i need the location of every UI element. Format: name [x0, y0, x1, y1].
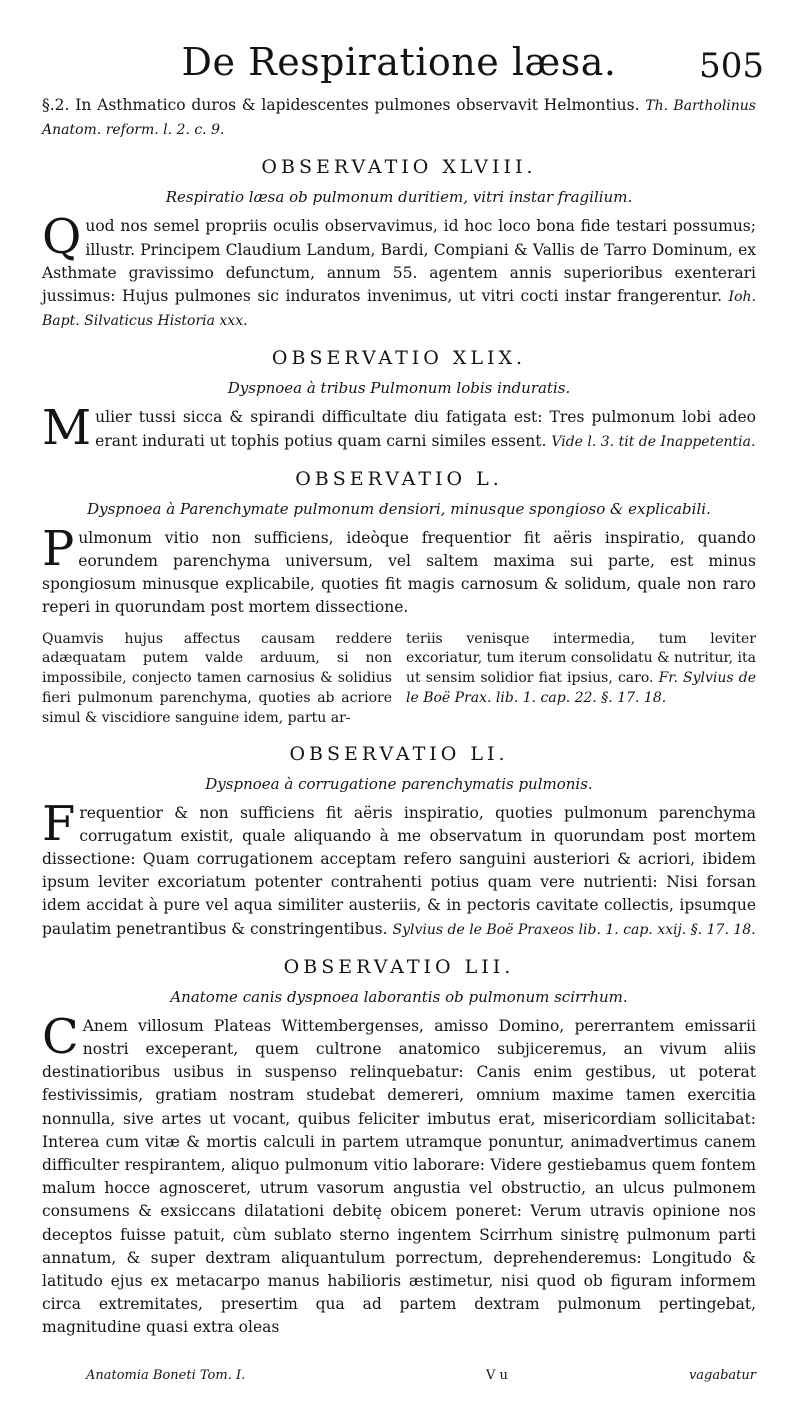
observation-48-title: OBSERVATIO XLVIII. — [261, 156, 537, 179]
right-column-text: teriis venisque intermedia, tum leviter excoriatur, tum iterum consolidatu & nutritur, ita ut sensim solidior fiat ipsius, caro. — [406, 630, 756, 687]
observation-51-title: OBSERVATIO LI. — [289, 742, 509, 765]
observation-49-body — [42, 400, 756, 457]
observation-50-subtitle: Dyspnoea à Parenchymate pulmonum densiori, minusque spongioso & explicabili. — [87, 499, 711, 518]
observation-48-text: uod nos semel propriis oculis observavimus, id hoc loco bona fide testari possumus; illustr. Principem Claudium Landum, Bardi, Compiani & Vallis de Tarro Dominum, ex Asthmate gravissimo defunctum, annum 55. agentem annis superioribus exenterari jussimus: Hujus pulmones sic induratos invenimus, ut vitri cocti instar frangerentur. — [42, 217, 756, 306]
running-title: De Respiratione læsa. — [181, 40, 617, 84]
observation-50-body — [42, 520, 756, 620]
right-column-citation: Fr. Sylvius de le Boë Prax. lib. 1. cap. 22. §. 17. 18. — [406, 670, 756, 707]
observation-49-citation: Vide l. 3. tit de Inappetentia. — [551, 433, 756, 450]
catchword: vagabatur — [688, 1368, 756, 1383]
intro-paragraph — [42, 94, 756, 142]
observation-52-body — [42, 1008, 756, 1340]
page-header — [42, 36, 764, 94]
observation-49-subtitle: Dyspnoea à tribus Pulmonum lobis induratis. — [227, 379, 571, 398]
intro-text: §.2. In Asthmatico duros & lapidescentes pulmones observavit Helmontius. — [42, 96, 640, 114]
observation-51-subtitle: Dyspnoea à corrugatione parenchymatis pulmonis. — [205, 774, 593, 793]
observation-48-subtitle: Respiratio læsa ob pulmonum duritiem, vitri instar fragilium. — [165, 188, 633, 207]
intro-citation: Th. Bartholinus Anatom. reform. l. 2. c. 9. — [42, 98, 756, 139]
right-column — [406, 630, 756, 729]
observation-50-title: OBSERVATIO L. — [295, 467, 503, 490]
dropcap: C — [42, 1008, 79, 1065]
dropcap: M — [42, 400, 92, 457]
observation-49-title: OBSERVATIO XLIX. — [271, 347, 527, 370]
page-number: 505 — [699, 46, 764, 86]
observation-52-title: OBSERVATIO LII. — [283, 955, 515, 978]
dropcap: Q — [42, 209, 82, 266]
two-column-block — [42, 630, 756, 729]
observation-52-text: Anem villosum Plateas Wittembergenses, amisso Domino, pererrantem emissarii nostri exceperant, quem cultrone anatomico subjiceremus, an vivum aliis destinatioribus usibus in suspenso relinquebatur: Canis enim gestibus, ut poterat festivissimis, gratiam nostram studebat demereri, omnium maxime tamen exercitia nonnulla, sive artes ut vocant, quibus feliciter imbutus erat, misericordiam sollicitabat: Interea cum vitæ & mortis calculi in partem utramque ponuntur, animadvertimus canem difficulter respirantem, aliquo pulmonum vitio laborare: Videre gestiebamus quem fontem malum hocce agnosceret, utrum vasorum angustia vel obstructio, an ulcus pulmonem consumens & exsiccans dilatationi debitę obicem poneret: Verum utravis opinione nos deceptos fuisse patuit, cùm sublato sterno ingentem Scirrhum sinistrę pulmonum parti annatum, & super dextram aliquantulum porrectum, deprehenderemus: Longitudo & latitudo ejus ex metacarpo manus habilioris æstimetur, nisi quod ob figuram informem circa extremitates, presertim qua ad partem dextram pulmonum pertingebat, magnitudine quasi extra oleas — [42, 1016, 756, 1337]
footer-volume: Anatomia Boneti Tom. I. — [86, 1368, 246, 1383]
dropcap: F — [42, 795, 76, 852]
right-column-paragraph — [406, 630, 756, 709]
observation-49-text: ulier tussi sicca & spirandi difficultate diu fatigata est: Tres pulmonum lobi adeo erant indurati ut tophis potius quam carni similes essent. — [95, 408, 756, 450]
signature-mark: V u — [486, 1368, 508, 1383]
observation-50-text: ulmonum vitio non sufficiens, ideòque frequentior fit aëris inspiratio, quando eorundem parenchyma universum, vel saltem maxima sui parte, est minus spongiosum minusque explicabile, quoties fit magis carnosum & solidum, quale non raro reperi in quorundam post mortem dissectione. — [42, 528, 756, 617]
observation-48-citation: Ioh. Bapt. Silvaticus Historia xxx. — [42, 289, 756, 330]
observation-52-subtitle: Anatome canis dyspnoea laborantis ob pulmonum scirrhum. — [170, 987, 628, 1006]
observation-51-text: requentior & non sufficiens fit aëris inspiratio, quoties pulmonum parenchyma corrugatum existit, quale aliquando à me observatum in quorundam post mortem dissectione: Quam corrugationem acceptam refero sanguini austeriori & acriori, ibidem ipsum leviter excoriatum potenter contrahenti potius quam vere nutrienti: Nisi forsan idem accidat à pure vel aqua similiter austeriis, & in pectoris cavitate collectis, ipsumque paulatim penetrantibus & constringentibus. — [42, 803, 756, 938]
observation-48-body — [42, 209, 756, 333]
left-column — [42, 630, 392, 729]
page-footer — [86, 1368, 756, 1390]
observation-51-body — [42, 795, 756, 942]
dropcap: P — [42, 520, 75, 577]
observation-51-citation: Sylvius de le Boë Praxeos lib. 1. cap. xxij. §. 17. 18. — [392, 921, 756, 938]
left-column-text: Quamvis hujus affectus causam reddere adæquatam putem valde arduum, si non impossibile, conjecto tamen carnosius & solidius fieri pulmonum parenchyma, quoties ab acriore simul & viscidiore sanguine idem, partu ar- — [42, 630, 392, 726]
